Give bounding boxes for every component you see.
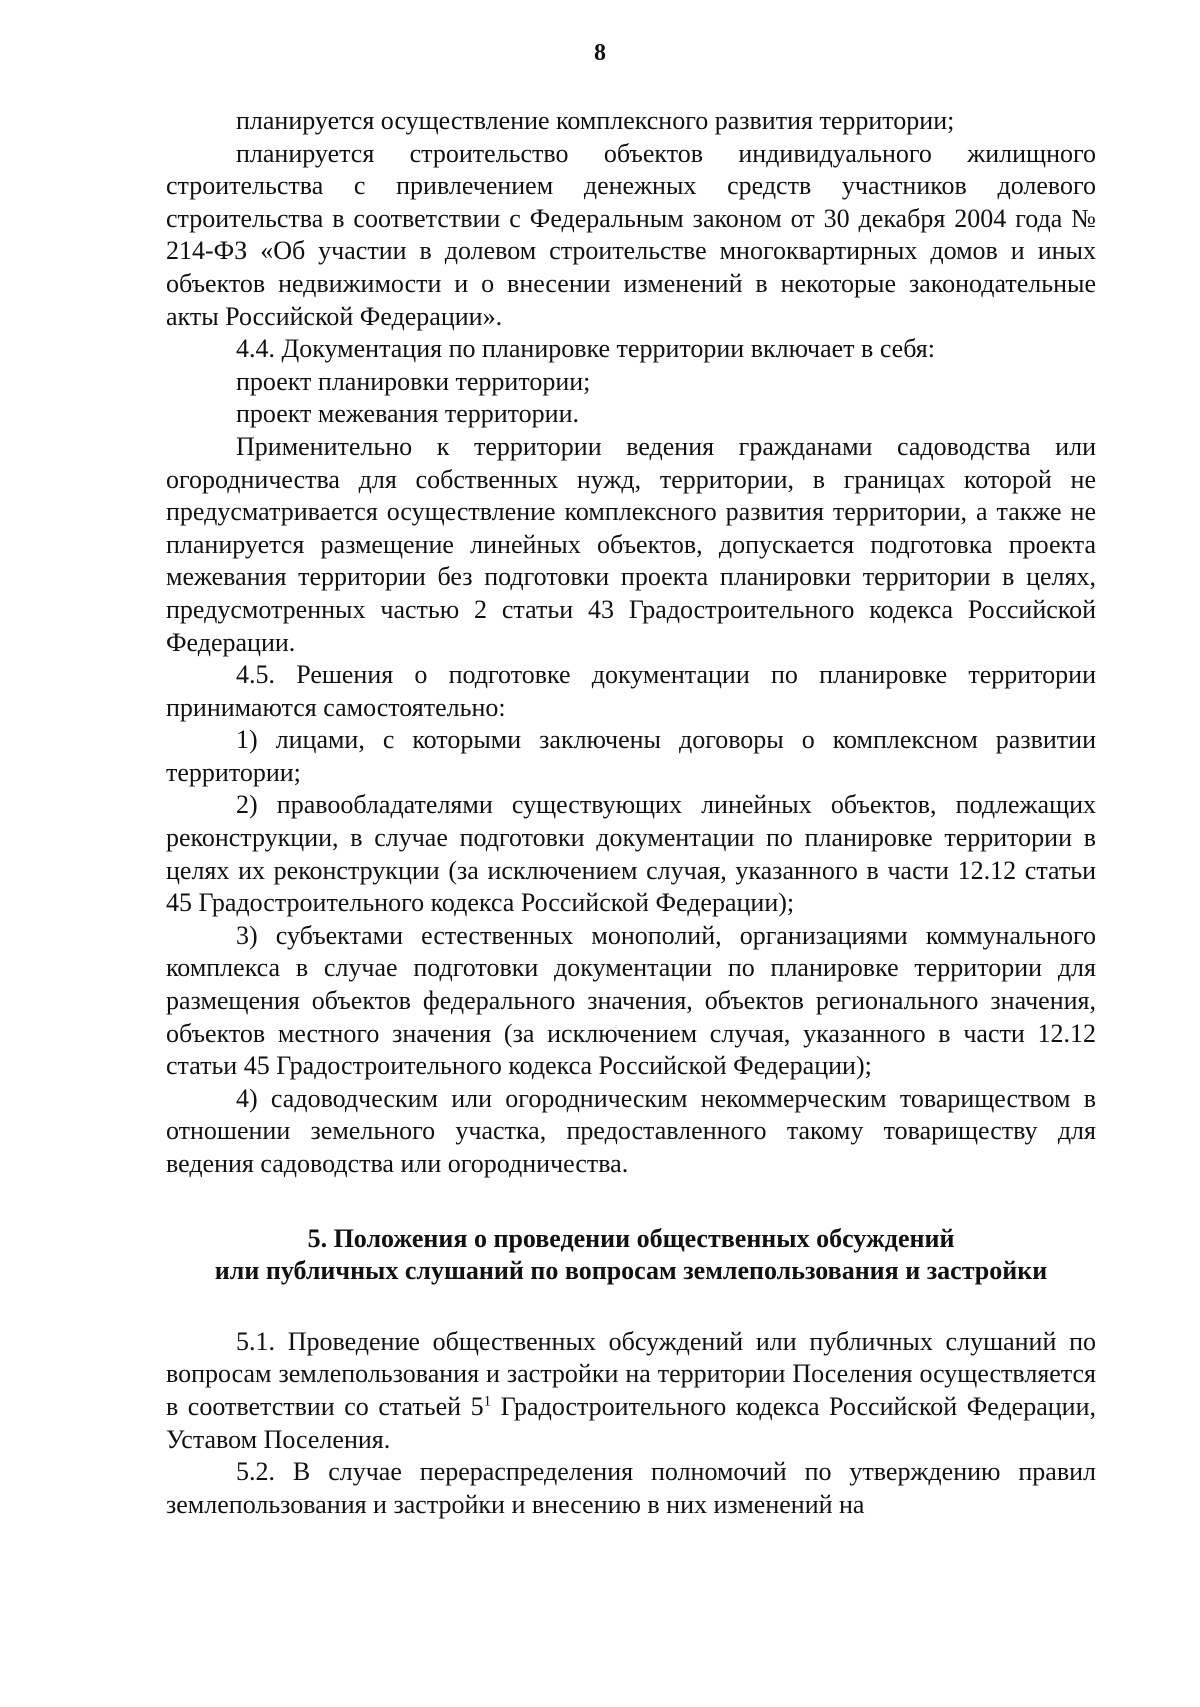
paragraph: проект межевания территории. (236, 399, 580, 429)
page-number: 8 (594, 40, 606, 66)
paragraph-5-1-text: 5.1. Проведение общественных обсуждений или публичных слушаний по вопросам землепользования и застройки на территории Поселения осуществляется в соответствии со статьей 5 (166, 1326, 1096, 1421)
paragraph: планируется строительство объектов индивидуального жилищного строительства с привлечением денежных средств участников долевого строительства в соответствии с Федеральным законом от 30 декабря 2004 года № 214-ФЗ «Об участии в долевом строительстве многоквартирных домов и иных объектов недвижимости и о внесении изменений в некоторые законодательные акты Российской Федерации». (166, 138, 1096, 331)
list-item: 1) лицами, с которыми заключены договоры о комплексном развитии территории; (166, 725, 1096, 787)
document-body (166, 105, 1096, 1521)
section-heading (166, 1223, 1096, 1288)
superscript: 1 (483, 1393, 492, 1410)
list-item: 3) субъектами естественных монополий, организациями коммунального комплекса в случае подготовки документации по планировке территории для размещения объектов федерального значения, объектов регионального значения, объектов местного значения (за исключением случая, указанного в части 12.12 статьи 45 Градостроительного кодекса Российской Федерации); (166, 920, 1096, 1081)
paragraph-5-2: 5.2. В случае перераспределения полномочий по утверждению правил землепользования и застройки и внесению в них изменений на (166, 1457, 1096, 1519)
paragraph: 4.4. Документация по планировке территории включает в себя: (236, 334, 935, 364)
paragraph-5-1 (166, 1326, 1096, 1456)
paragraph: планируется осуществление комплексного развития территории; (236, 106, 955, 135)
list-item: 2) правообладателями существующих линейных объектов, подлежащих реконструкции, в случае подготовки документации по планировке территории в целях их реконструкции (за исключением случая, указанного в части 12.12 статьи 45 Градостроительного кодекса Российской Федерации); (166, 790, 1096, 918)
section-heading-line-2: или публичных слушаний по вопросам землепользования и застройки (214, 1256, 1048, 1286)
list-item: 4) садоводческим или огородническим некоммерческим товариществом в отношении земельного участка, предоставленного такому товариществу для ведения садоводства или огородничества. (166, 1083, 1096, 1178)
paragraph-5-1-tail: Градостроительного кодекса Российской Федерации, Уставом Поселения. (166, 1391, 1096, 1454)
paragraph: проект планировки территории; (236, 366, 591, 396)
paragraph: Применительно к территории ведения гражданами садоводства или огородничества для собственных нужд, территории, в границах которой не предусматривается осуществление комплексного развития территории, а также не планируется размещение линейных объектов, допускается подготовка проекта межевания территории без подготовки проекта планировки территории в целях, предусмотренных частью 2 статьи 43 Градостроительного кодекса Российской Федерации. (166, 431, 1096, 657)
section-heading-line-1: 5. Положения о проведении общественных обсуждений (307, 1223, 955, 1253)
paragraph: 4.5. Решения о подготовке документации по планировке территории принимаются самостоятельно: (166, 660, 1096, 722)
